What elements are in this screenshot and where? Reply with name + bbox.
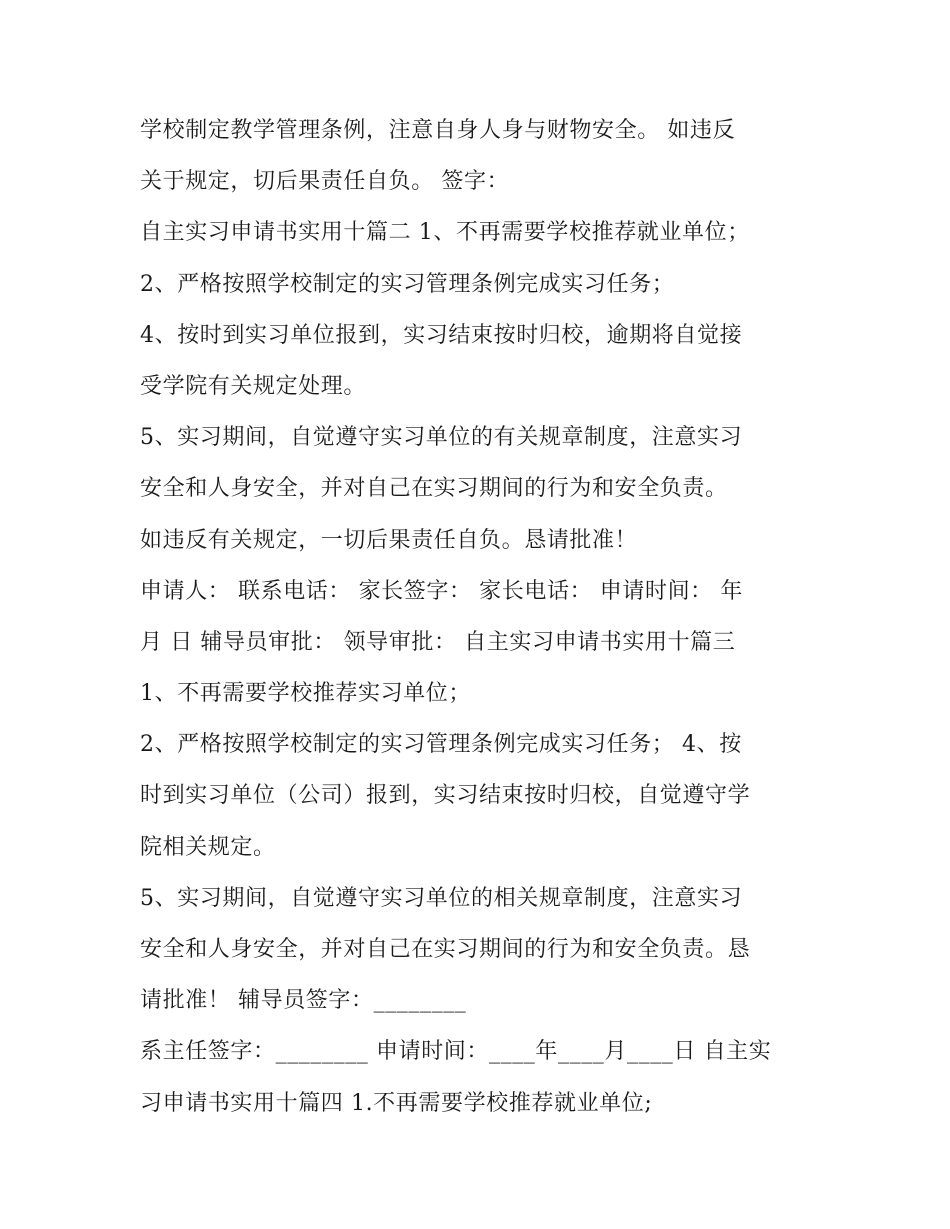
- text-line: 4、按时到实习单位报到，实习结束按时归校，逾期将自觉接: [140, 322, 743, 348]
- text-line: 安全和人身安全，并对自己在实习期间的行为和安全负责。: [140, 476, 728, 502]
- text-line: 自主实习申请书实用十篇二 1、不再需要学校推荐就业单位；: [140, 220, 750, 246]
- document-body: [140, 105, 840, 1129]
- text-line: 2、严格按照学校制定的实习管理条例完成实习任务； 4、按: [140, 732, 742, 758]
- text-line: 申请人： 联系电话： 家长签字： 家长电话： 申请时间： 年: [140, 578, 743, 604]
- text-line: 5、实习期间，自觉遵守实习单位的有关规章制度，注意实习: [140, 425, 743, 451]
- text-line: 院相关规定。: [140, 834, 276, 860]
- text-line: 如违反有关规定，一切后果责任自负。恳请批准！: [140, 527, 638, 553]
- text-line: 受学院有关规定处理。: [140, 373, 367, 399]
- text-line: 系主任签字：________ 申请时间：____年____月____日 自主实: [140, 1039, 772, 1065]
- text-line: 习申请书实用十篇四 1.不再需要学校推荐就业单位;: [140, 1090, 653, 1116]
- text-line: 时到实习单位（公司）报到，实习结束按时归校，自觉遵守学: [140, 783, 751, 809]
- text-line: 2、严格按照学校制定的实习管理条例完成实习任务；: [140, 271, 675, 297]
- text-line: 安全和人身安全，并对自己在实习期间的行为和安全负责。恳: [140, 937, 751, 962]
- text-line: 请批准！ 辅导员签字：________: [140, 988, 467, 1014]
- text-line: 5、实习期间，自觉遵守实习单位的相关规章制度，注意实习: [140, 885, 743, 911]
- text-line: 1、不再需要学校推荐实习单位；: [140, 681, 471, 707]
- text-line: 关于规定，切后果责任自负。 签字：: [140, 169, 510, 195]
- text-line: 学校制定教学管理条例，注意自身人身与财物安全。 如违反: [140, 118, 736, 143]
- text-line: 月 日 辅导员审批： 领导审批： 自主实习申请书实用十篇三: [140, 629, 736, 655]
